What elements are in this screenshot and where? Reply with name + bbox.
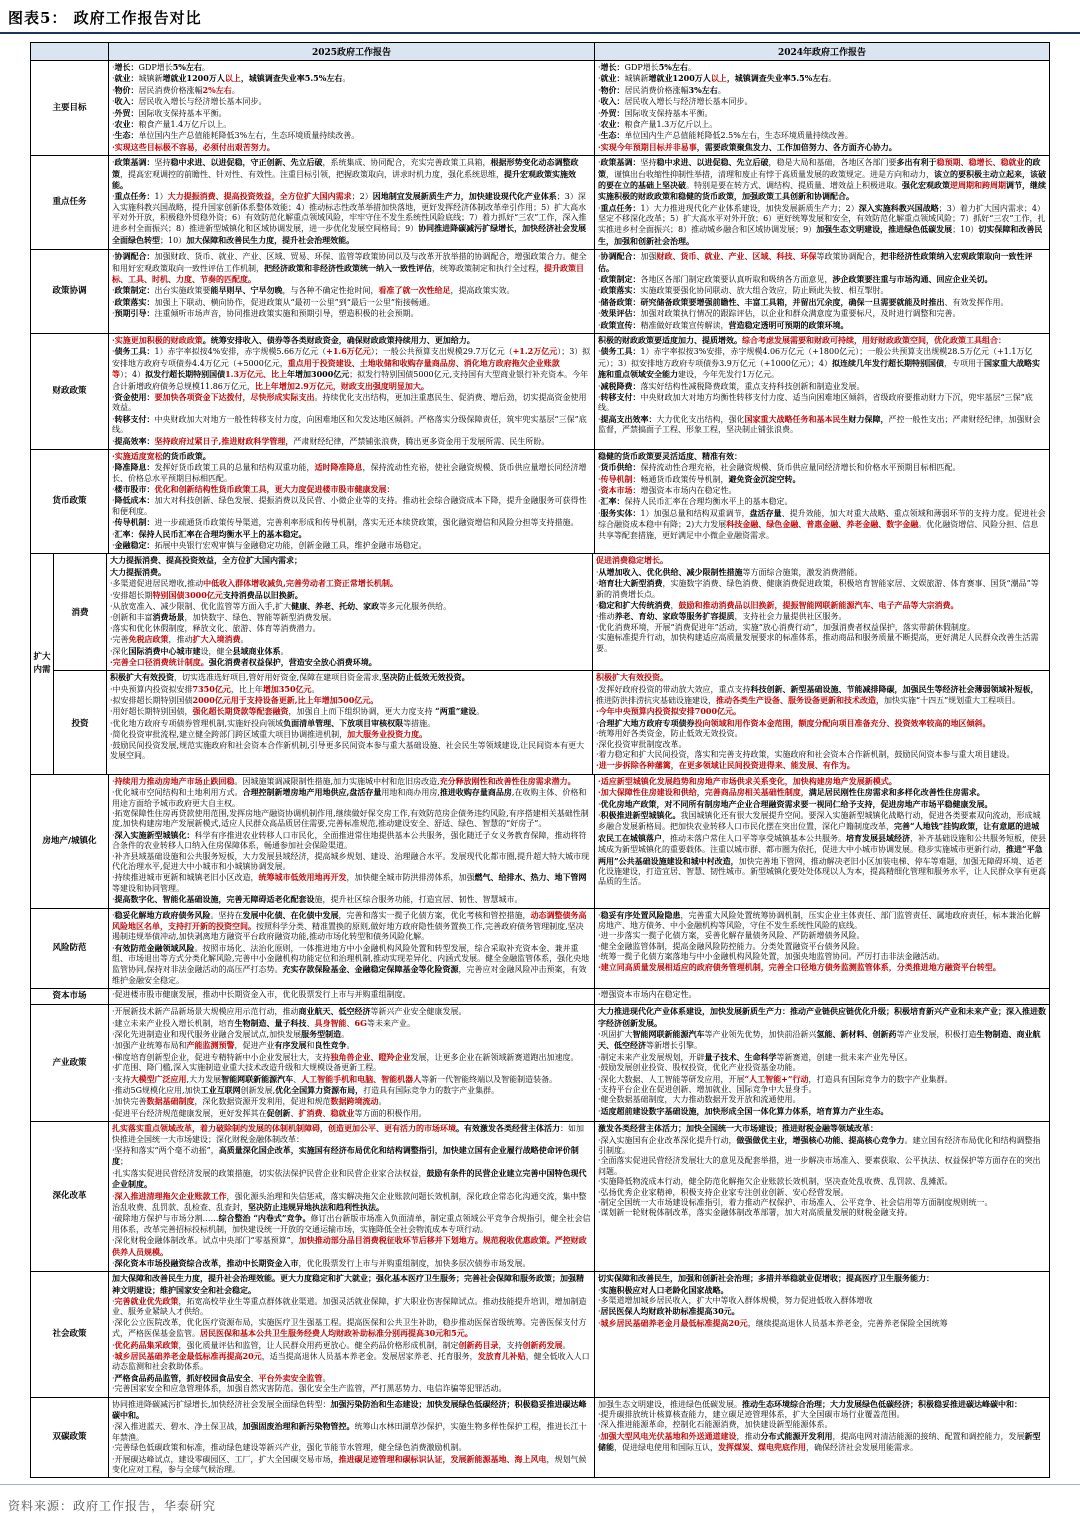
cells-main-goals xyxy=(109,61,1049,155)
text-line: ·传导机制：进一步疏通货币政策传导渠道，完善利率形成和传导机制，落实无还本续贷政策，强化融资增信和风险分担等支持措施。 xyxy=(112,517,579,528)
text-line: 加强生态文明建设，推进绿色低碳发展。推动生态环境综合治理；大力发展绿色低碳经济；积极稳妥推进碳达峰碳中和： xyxy=(598,1398,1022,1409)
text-line: ·完善全口径消费统计制度。强化消费者权益保护，营造安全放心消费环境。 xyxy=(110,656,377,667)
text-line: ·扩范围、降门槛,深入实施制造业重大技术改造升级和大规模设备更新工程。 xyxy=(112,1063,382,1073)
text-line: ·弘扬优秀企业家精神，积极支持企业家专注创业创新、安心经营发展。 xyxy=(598,1187,849,1197)
section-label-policy-coordination: 政策协调 xyxy=(31,250,109,333)
text-line: ·严格食品药品监管，抓好校园食品安全、平台外卖安全监管。 xyxy=(112,1372,331,1383)
text-line: 积极扩大有效投资。 xyxy=(596,672,668,683)
cells-industrial-policy xyxy=(109,1005,1049,1121)
text-line: ·用好超长期特别国债，强化超长期贷款等配套融资，加强自上而下组织协调，更大力度支持 “两重”建设。 xyxy=(110,706,485,717)
text-line: ·政策基调：坚持稳中求进、以进促稳，守正创新、先立后破，系统集成、协同配合，充实完善政策工具箱，根据形势变化动态调整政策，提高宏观调控的前瞻性、针对性、有效性。注重目标引领，把握政策取向，讲求时机力度，强化系统思维，提升宏观政策实施效能。 xyxy=(112,157,579,190)
text-line: ·完善国家安全和应急管理体系，加强自然灾害防范。强化安全生产监管，严打黑恶势力、电信诈骗等犯罪活动。 xyxy=(112,1384,507,1394)
text-line: ·补齐县域基础设施和公共服务短板，大力发展县域经济，提高城乡规划、建设、治理融合水平。发展现代化都市圈,提升超大特大城市现代化治理水平,促进大中小城市和小城镇协调发展。 xyxy=(112,851,590,871)
table-body xyxy=(31,61,1049,1477)
text-line: ·增长：GDP增长5%左右。 xyxy=(112,62,210,72)
text-line: ·协调配合：加强财政、货币、就业、产业、区域、科技、环保等政策协调配合，把非经济性政策纳入宏观政策取向一致性评估。 xyxy=(598,251,1033,273)
text-line: ·提高数字化、智能化基础设施，完善无障碍适老化配套设施，提升社区综合服务功能，打造宜居、韧性、智慧城市。 xyxy=(112,894,523,905)
text-line: ·建立同高质量发展相适应的政府债务管理机制，完善全口径地方债务监测监管体系，分类推进地方融资平台转型。 xyxy=(598,962,1001,973)
cell-2024-social-policy xyxy=(595,1272,1049,1396)
text-line: ·物价：居民消费价格涨幅2%左右。 xyxy=(112,84,240,95)
text-line: ·深入推进蓝天、碧水、净土保卫战，加强固废治理和新污染物管控。统筹山水林田湖草沙保护，实施生物多样性保护工程，推进长江十年禁渔。 xyxy=(112,1421,587,1442)
section-row-social-policy xyxy=(31,1272,1049,1397)
section-label-industrial-policy: 产业政策 xyxy=(31,1005,109,1121)
text-line: 促进消费稳定增长。 xyxy=(596,555,668,566)
text-line: ·传导机制：畅通货币政策传导机制，避免资金沉淀空转。 xyxy=(598,473,801,484)
text-line: ·实施积极应对人口老龄化国家战略。 xyxy=(598,1284,729,1295)
text-line: ·政策制定：出台实施政策要能早则早、宁早勿晚，与各种不确定性抢时间，看准了就一次性给足，提高政策实效。 xyxy=(112,285,515,296)
text-line: ·开展碳达峰试点，建设零碳园区、工厂，扩大全国碳交易市场，推进碳足迹管理和碳标识认证，发展新能源基地、海上风电，规划气候变化应对工程，参与全球气候治理。 xyxy=(112,1453,587,1474)
text-line: ·加快完善数据基础制度，深化数据资源开发利用，促进和规范数据跨境流动。 xyxy=(112,1096,387,1107)
text-line: ·进一步拆除各种藩篱，在更多领域让民间投资进得来、能发展、有作为。 xyxy=(596,760,855,771)
column-header-2024: 2024年政府工作报告 xyxy=(777,48,867,58)
text-line: ·实现这些目标极不容易，必须付出艰苦努力。 xyxy=(112,141,275,152)
cell-2024-investment xyxy=(593,671,1049,774)
text-line: ·稳妥化解地方政府债务风险。坚持在发展中化债、在化债中发展，完善和落实一揽子化债方案，优化考核和管控措施，动态调整债务高风险地区名单，支持打开新的投资空间。按照科学分类、精准置换的原则,做好地方政府隐性债务置换工作,完善政府债务管理制度,坚决遏制违规举债冲动,加快剥离地方融资平台政府融资功能,推动市场化转型和债务风险化解。 xyxy=(112,909,587,942)
text-line: 积极扩大有效投资，切实选准选好项目,管好用好资金,保障在建项目资金需求,坚决防止低效无效投资。 xyxy=(110,672,470,683)
source-note: 资料来源：政府工作报告，华泰研究 xyxy=(8,1499,217,1514)
cells-dual-carbon xyxy=(109,1398,1049,1478)
cell-2024-capital-market xyxy=(595,989,1049,1004)
text-line: ·从增加收入、优化供给、减少限制性措施等方面综合施策，激发消费潜能。 xyxy=(596,566,863,577)
cell-2024-industrial-policy xyxy=(595,1005,1049,1121)
text-line: ·加强大型风电光伏基地和外送通道建设，推动分布式能源开发利用，提高电网对清洁能源的接纳、配置和调控能力，发展新型储能，促进绿电使用和国际互认，发挥煤炭、煤电兜底作用，确保经济社会发展用能需求。 xyxy=(598,1430,1041,1453)
text-line: ·农业：粮食产量1.4万亿斤以上。 xyxy=(112,118,232,129)
text-line: ·债务工具：1）赤字率拟按3%安排，赤字规模4.06万亿元（+1800亿元）；一般公共预算支出规模28.5万亿元（+1.1万亿元）；3）拟安排地方政府专项债券3.9万亿元（+1000亿元）；4）拟连续几年发行超长期特别国债，专项用于国家重大战略实施和重点领域安全能力建设，今年先发行1万亿元。 xyxy=(598,346,1040,380)
cell-2024-policy-coordination xyxy=(595,250,1049,333)
cell-2024-dual-carbon xyxy=(595,1398,1049,1478)
subsection-row-consumption xyxy=(54,554,1049,671)
text-line: ·政策落实：实施政策要强化协同联动、放大组合效应，防止顾此失彼、相互掣肘。 xyxy=(598,285,889,296)
text-line: ·债务工具：1）赤字率拟按4%安排，赤字规模5.66万亿元（+1.6万亿元）；一般公共预算支出规模29.7万亿元（+1.2万亿元）；3）拟安排地方政府专项债券4.4万亿元（+5000亿元，重点用于投资建设、土地收储和收购存量商品房、消化地方政府拖欠企业账款等）；4）拟发行超长期特别国债1.3万亿元、比上年增加3000亿元；拟发行特别国债5000亿元,支持国有大型商业银行补充资本。今年合计新增政府债务总规模11.86万亿元，比上年增加2.9万亿元，财政支出强度明显加大。 xyxy=(112,346,591,391)
text-line: ·收入：居民收入增长与经济增长基本同步。 xyxy=(598,96,753,107)
text-line: 激发各类经营主体活力；加快全国统一大市场建设；推进财税金融等领域改革： xyxy=(598,1123,878,1134)
text-line: ·提升碳排放统计核算核查能力，建立碳足迹管理体系，扩大全国碳市场行业覆盖范围。 xyxy=(598,1409,905,1419)
text-line: ·积极推进新型城镇化。我国城镇化还有很大发展提升空间。要深入实施新型城镇化战略行动，促进各类要素双向流动，形成城乡融合发展新格局。把加快农业转移人口市民化摆在突出位置，深化户籍制度改革，完善“人地钱”挂钩政策，让有意愿的进城农民工在城镇落户，推动未落户常住人口平等享受城镇基本公共服务。培育发展县域经济，补齐基础设施和公共服务短板，使县域成为新型城镇化的重要载体。注重以城市群、都市圈为依托，促进大中小城市协调发展。稳步实施城市更新行动，推进“平急两用”公共基础设施建设和城中村改造，加快完善地下管网，推动解决老旧小区加装电梯、停车等难题，加强无障碍环境、适老化设施建设，打造宜居、智慧、韧性城市。新型城镇化要处处体现以人为本，提高精细化管理和服务水平，让人民群众享有更高品质的生活。 xyxy=(598,810,1046,887)
section-label-capital-market: 资本市场 xyxy=(31,989,109,1004)
text-line: ·开展新技术新产品新场景大规模应用示范行动，推动商业航天、低空经济等新兴产业安全健康发展。 xyxy=(112,1006,467,1017)
text-line: ·提高效率：坚持政府过紧日子,推进财政科学管理，严肃财经纪律，严禁铺张浪费，腾出更多资金用于发展所需、民生所盼。 xyxy=(112,435,550,446)
cell-2024-consumption xyxy=(593,554,1049,670)
cell-2024-main-goals xyxy=(595,61,1049,155)
text-line: ·增强资本市场内在稳定性。 xyxy=(598,990,697,1000)
text-line: 积极的财政政策要适度加力、提质增效。综合考虑发展需要和财政可持续，用好财政政策空间，优化政策工具组合： xyxy=(598,334,1006,345)
text-line: ·拟安排超长期特别国债2000亿元用于支持设备更新,比上年增加500亿元。 xyxy=(110,695,379,706)
text-line: ·储备政策：研究储备政策要增强前瞻性、丰富工具箱，并留出冗余度，确保一旦需要就能及时推出、有效发挥作用。 xyxy=(598,296,1009,307)
text-line: ·坚持和落实“两个毫不动摇”，高质量深化国企改革，实施国有经济布局优化和结构调整指引，加快建立国有企业履行战略使命评价制度； xyxy=(112,1144,579,1167)
text-line: ·汇率：保持人民币汇率在合理均衡水平上的基本稳定。 xyxy=(112,528,307,539)
cell-2025-risk-prevention xyxy=(109,909,595,989)
text-line: ·支持大模型广泛应用,大力发展智能网联新能源汽车、人工智能手机和电脑、智能机器人等新一代智能终端以及智能制造装备。 xyxy=(112,1073,558,1084)
text-line: ·预期引导：注重倾听市场声音，协同推进政策实施和预期引导，塑造积极的社会预期。 xyxy=(112,308,419,319)
subsection-row-investment xyxy=(54,671,1049,774)
text-line: ·效果评估：加强对政策执行情况的跟踪评估，以企业和群众满意度为重要标尺，及时进行调整和完善。 xyxy=(598,308,961,319)
cells-capital-market xyxy=(109,989,1049,1004)
text-line: ·统筹一揽子化债方案落地与中小金融机构风险处置，加强央地监管协同。严厉打击非法金融活动。 xyxy=(598,952,945,962)
cell-2024-risk-prevention xyxy=(595,909,1049,989)
text-line: ·农业：粮食产量1.3万亿斤以上。 xyxy=(598,118,718,129)
text-line: ·政策宣传：精准做好政策宣传解读，营造稳定透明可预期的政策环境。 xyxy=(598,319,849,330)
text-line: 大力提振消费、提高投资效益，全方位扩大国内需求； xyxy=(110,555,302,566)
section-row-real-estate-urbanization xyxy=(31,775,1049,909)
section-row-key-tasks xyxy=(31,156,1049,250)
cell-2025-industrial-policy xyxy=(109,1005,595,1121)
cell-2025-dual-carbon xyxy=(109,1398,595,1478)
text-line: ·巩固扩大智能网联新能源汽车等产业领先优势，加快前沿新兴氢能、新材料、创新药等产业发展，积极打造生物制造、商业航天、低空经济等新增长引擎。 xyxy=(598,1029,1041,1051)
text-line: 加大保障和改善民生力度，提升社会治理效能。更大力度稳定和扩大就业；强化基本医疗卫生服务；完善社会保障和服务政策；加强精神文明建设；维护国家安全和社会稳定。 xyxy=(112,1273,584,1295)
section-label-deepen-reform: 深化改革 xyxy=(31,1122,109,1271)
text-line: ·深化投资审批制度改革。 xyxy=(596,739,687,749)
section-label-fiscal-policy: 财政政策 xyxy=(31,334,109,449)
text-line: ·实施降低物流成本行动，健全防范化解拖欠企业账款长效机制，坚决查处乱收费、乱罚款、乱摊派。 xyxy=(598,1177,953,1187)
text-line: ·楼市股市：优化和创新结构性货币政策工具，更大力度促进楼市股市健康发展： xyxy=(112,484,395,495)
chart-title: 图表5： 政府工作报告对比 xyxy=(8,9,202,27)
text-line: ·物价：居民消费价格涨幅3%左右。 xyxy=(598,84,726,95)
text-line: ·深化先进制造业和现代服务业融合发展试点,加快发展服务型制造。 xyxy=(112,1029,350,1040)
cells-real-estate-urbanization xyxy=(109,775,1049,908)
text-line: ·持续推进城市更新和城镇老旧小区改造，统筹城市低效用地再开发，加快健全城市防洪排涝体系，加强燃气、给排水、热力、地下管网等建设和协同管理。 xyxy=(112,872,587,893)
text-line: ·优化地方政府专项债券管理机制,实施好投向领域负面清单管理、下放项目审核权限等措施。 xyxy=(110,717,436,728)
section-row-dual-carbon xyxy=(31,1398,1049,1478)
cell-2025-fiscal-policy xyxy=(109,334,595,449)
text-line: ·深化财税金融体制改革。试点中央部门“零基预算”，加快推动部分品目消费税征收环节后移并下划地方。规范税收优惠政策。严控财政供养人员规模。 xyxy=(112,1235,587,1257)
cell-2024-deepen-reform xyxy=(595,1122,1049,1271)
cell-2025-monetary-policy xyxy=(109,450,595,554)
section-row-expand-domestic-demand xyxy=(31,554,1049,774)
text-line: ·从放宽准入、减少限制、优化监管等方面入手,扩大健康、养老、托幼、家政等多元化服务供给。 xyxy=(110,600,452,611)
text-line: ·优化药品集采政策，强化质量评估和监管，让人民群众用药更放心。健全药品价格形成机制，制定创新药目录，支持创新药发展。 xyxy=(112,1339,571,1350)
title-divider xyxy=(0,32,1080,34)
text-line: ·中央预算内投资拟安排7350亿元，比上年增加350亿元。 xyxy=(110,683,320,694)
text-line: ·收入：居民收入增长与经济增长基本同步。 xyxy=(112,96,267,107)
text-line: ·就业：城镇新增就业1200万人以上，城镇调查失业率5.5%左右。 xyxy=(112,73,351,84)
text-line: ·深化公立医院改革，优化医疗资源布局，实施医疗卫生强基工程。提高医保和公共卫生补助，稳步推动医保省级统筹。完善医保支付方式，严格医保基金监管。居民医保和基本公共卫生服务经费人均财政补助标准分别再提高30元和5元。 xyxy=(112,1317,587,1339)
text-line: ·提高支出效率：大力优化支出结构，强化国家重大战略任务和基本民生财力保障，严控一般性支出；严肃财经纪律，加强财会监督，严禁搞面子工程、形象工程，坚决制止铺张浪费。 xyxy=(598,413,1041,435)
text-line: ·实施更加积极的财政政策。统筹安排收入、债券等各类财政资金，确保财政政策持续用力、更加给力。 xyxy=(112,334,475,345)
cell-2025-investment xyxy=(107,671,593,774)
cell-2025-key-tasks xyxy=(109,156,595,249)
text-line: ·深入实施新型城镇化：科学有序推进农业转移人口市民化，全面推进常住地提供基本公共服务，强化随迁子女义务教育保障，推动将符合条件的农业转移人口纳入住房保障体系，畅通参加社会保险渠道。 xyxy=(112,829,587,851)
text-line: ·协调配合：加强财政、货币、就业、产业、区域、贸易、环保、监管等政策协同以及与改革开放举措的协调配合，增强政策合力。健全和用好宏观政策取向一致性评估工作机制，把经济政策和非经济性政策统一纳入一致性评估，统筹政策制定和执行全过程，提升政策目标、工具、时机、力度、节奏的匹配度。 xyxy=(112,251,587,285)
cell-2025-policy-coordination xyxy=(109,250,595,333)
text-line: ·健全金融监管体制，提高金融风险防控能力。分类处置融资平台债务风险。 xyxy=(598,941,865,951)
text-line: ·加大保障性住房建设和供给，完善商品房相关基础性制度，满足居民刚性住房需求和多样化改善性住房需求。 xyxy=(598,787,985,798)
text-line: ·深入推进清理拖欠企业账款工作，强化源头治理和失信惩戒，落实解决拖欠企业账款问题长效机制，深化政企常态化沟通交流，集中整治乱收费、乱罚款、乱检查、乱查封，坚决防止违规异地执法和趋利性执法。 xyxy=(112,1190,587,1212)
text-line: ·谋划新一轮财税体制改革，落实金融体制改革部署，加大对高质量发展的财税金融支持。 xyxy=(598,1208,913,1218)
text-line: ·培育壮大新型消费，实施数字消费、绿色消费、健康消费促进政策，积极培育智能家居、文娱旅游、体育赛事、国货“潮品”等新的消费增长点。 xyxy=(596,578,1039,599)
text-line: ·有效防范金融领域风险。按照市场化、法治化原则，一体推进地方中小金融机构风险处置和转型发展，综合采取补充资本金、兼并重组、市场退出等方式分类化解风险,完善中小金融机构功能定位和治理机制,推动实现差异化、内涵式发展。健全金融监管体系，强化央地监管协同,保持对非法金融活动的高压严打态势。充实存款保险基金、金融稳定保障基金等化险资源，完善应对金融风险冲击预案，有效维护金融安全稳定。 xyxy=(112,942,590,985)
text-line: ·优化房地产政策，对不同所有制房地产企业合理融资需求要一视同仁给予支持，促进房地产市场平稳健康发展。 xyxy=(598,798,993,809)
text-line: ·政策基调：坚持稳中求进、以进促稳、先立后破，稳是大局和基础，各地区各部门要多出有利于稳预期、稳增长、稳就业的政策，谨慎出台收缩性抑制性举措，清理和废止有悖于高质量发展的政策规定。进是方向和动力，该立的要积极主动立起来，该破的要在立的基础上坚决破。特别是要在转方式、调结构、提质量、增效益上积极进取。强化宏观政策逆周期和跨周期调节，继续实施积极的财政政策和稳健的货币政策，加强政策工具创新和协调配合。 xyxy=(598,157,1046,202)
text-line: ·支持平台企业在促进创新、增加就业、国际竞争中大显身手。 xyxy=(598,1085,817,1095)
text-line: ·统筹用好各类资金，防止低效无效投资。 xyxy=(596,729,743,739)
section-row-risk-prevention xyxy=(31,909,1049,990)
text-line: ·资本市场：增强资本市场内在稳定性。 xyxy=(598,485,737,496)
text-line: ·深入实施国有企业改革深化提升行动，做强做优主业，增强核心功能、提高核心竞争力。建立国有经济布局优化和结构调整指引制度。 xyxy=(598,1134,1041,1155)
cells-key-tasks xyxy=(109,156,1049,249)
text-line: ·推动5G规模化应用,加快工业互联网创新发展,优化全国算力资源布局，打造具有国际竞争力的数字产业集群。 xyxy=(112,1085,500,1096)
section-label-key-tasks: 重点任务 xyxy=(31,156,109,249)
subsection-label-investment: 投资 xyxy=(54,671,107,774)
cells-policy-coordination xyxy=(109,250,1049,333)
cell-2025-social-policy xyxy=(109,1272,595,1396)
comparison-table xyxy=(30,42,1050,1478)
text-line: 切实保障和改善民生，加强和创新社会治理；多措并举稳就业促增收；提高医疗卫生服务能力： xyxy=(598,1273,934,1284)
text-line: ·稳定和扩大传统消费，鼓励和推动消费品以旧换新，提振智能网联新能源汽车、电子产品等大宗消费。 xyxy=(596,599,959,610)
text-line: ·合理扩大地方政府专项债券投向领域和用作资本金范围，额度分配向项目准备充分、投资效率较高的地区倾斜。 xyxy=(596,717,991,728)
text-line: ·生态：单位国内生产总值能耗降低2.5%左右，生态环境质量持续改善。 xyxy=(598,130,853,141)
text-line: ·鼓励发展创业投资、股权投资，优化产业投资基金功能。 xyxy=(598,1063,801,1073)
text-line: ·全面落实促进民营经济发展壮大的意见及配套举措，进一步解决市场准入、要素获取、公平执法、权益保护等方面存在的突出问题。 xyxy=(598,1156,1041,1176)
text-line: ·完善就业优先政策，拓宽高校毕业生等重点群体就业渠道。加强灵活就业保障，扩大职业伤害保障试点。推动技能提升培训，增加制造业、服务业紧缺人才供给。 xyxy=(112,1296,587,1317)
cells-fiscal-policy xyxy=(109,334,1049,449)
section-row-capital-market xyxy=(31,989,1049,1005)
text-line: ·政策制定：各地区各部门制定政策要认真听取和吸纳各方面意见，涉企政策要注重与市场沟通、回应企业关切。 xyxy=(598,274,993,285)
text-line: ·创新和丰富消费场景，加快数字、绿色、智能等新型消费发展。 xyxy=(110,612,337,623)
text-line: ·健全数据基础制度，大力推动数据开发开放和流通使用。 xyxy=(598,1095,801,1105)
text-line: ·服务实体：1）加强总量和结构双重调节，盘活存量、提升效能，加大对重大战略、重点领域和薄弱环节的支持力度。促进社会综合融资成本稳中有降；2)大力发展科技金融、绿色金融、普惠金融、养老金融、数字金融。优化融资增信、风险分担、信息共享等配套措施，更好满足中小微企业融资需求。 xyxy=(598,507,1046,540)
text-line: ·优化城市空间结构和土地利用方式。合理控制新增房地产用地供应,盘活存量用地和商办用房,推进收购存量商品房,在收购主体、价格和用途方面给予城市政府更大自主权。 xyxy=(112,787,587,808)
column-header-2025: 2025政府工作报告 xyxy=(109,43,595,60)
cell-2024-monetary-policy xyxy=(595,450,1049,554)
text-line: ·着力稳定和扩大民间投资，落实和完善支持政策，实施政府和社会资本合作新机制，鼓励民间资本参与重大项目建设。 xyxy=(596,750,1015,760)
cell-2025-main-goals xyxy=(109,61,595,155)
section-row-deepen-reform xyxy=(31,1122,1049,1272)
text-line: ·居民医保人均财政补助标准提高30元。 xyxy=(598,1306,740,1317)
text-line: 扎实落实重点领域改革，着力破除制约发展的体制机制障碍，创造更加公平、更有活力的市场环境。有效激发各类经营主体活力：如加快推进全国统一大市场建设；深化财税金融体制改革： xyxy=(112,1123,584,1144)
section-row-policy-coordination xyxy=(31,250,1049,334)
text-line: ·政策落实：加强上下联动、横向协作，促进政策从“最初一公里”到“最后一公里”衔接畅通。 xyxy=(112,296,435,307)
text-line: ·重点任务：1）大力提振消费、提高投资效益，全方位扩大国内需求；2）因地制宜发展新质生产力，加快建设现代化产业体系；3）深入实施科教兴国战略，提升国家创新体系整体效能；4）推动标志性改革举措加快落地，更好发挥经济体制改革牵引作用；5）扩大高水平对外开放，积极稳外贸稳外资；6）有效防范化解重点领域风险，牢牢守住不发生系统性风险底线；7）着力抓好“三农”工作，深入推进乡村全面振兴；8）推进新型城镇化和区域协调发展，进一步优化发展空间格局；9）协同推进降碳减污扩绿增长，加快经济社会发展全面绿色转型；10）加大保障和改善民生力度，提升社会治理效能。 xyxy=(112,191,587,245)
text-line: ·降低成本：加大对科技创新、绿色发展、提振消费以及民营、小微企业等的支持。推动社会综合融资成本下降，提升金融服务可获得性和便利度。 xyxy=(112,495,587,516)
text-line: 协同推进降碳减污扩绿增长,加快经济社会发展全面绿色转型：加强污染防治和生态建设；加快发展绿色低碳经济；积极稳妥推进碳达峰碳中和。 xyxy=(112,1398,587,1420)
text-line: ·深入推进能源革命，控制化石能源消费，加快建设新型能源体系。 xyxy=(598,1420,833,1430)
text-line: ·实现今年预期目标并非易事，需要政策聚焦发力、工作加倍努力、各方面齐心协力。 xyxy=(598,141,897,152)
cell-2025-deepen-reform xyxy=(109,1122,595,1271)
text-line: ·重点任务：1）大力推进现代化产业体系建设，加快发展新质生产力；2）深入实施科教兴国战略；3）着力扩大国内需求；4）坚定不移深化改革；5）扩大高水平对外开放；6）更好统筹发展和安全，有效防范化解重点领域风险；7）抓好“三农”工作，扎实推进乡村全面振兴；8）推动城乡融合和区域协调发展；9）加强生态文明建设，推进绿色低碳发展；10）切实保障和改善民生，加强和创新社会治理。 xyxy=(598,202,1046,246)
text-line: 大力推进现代化产业体系建设，加快发展新质生产力：推动产业链供应链优化升级；积极培育新兴产业和未来产业；深入推进数字经济创新发展。 xyxy=(598,1006,1046,1028)
text-line: ·多渠道促进居民增收,推动中低收入群体增收减负,完善劳动者工资正常增长机制。 xyxy=(110,578,398,589)
subsections-expand-domestic-demand xyxy=(54,554,1049,773)
text-line: ·金融稳定：拓展中央银行宏观审慎与金融稳定功能，创新金融工具，维护金融市场稳定。 xyxy=(112,540,427,551)
text-line: ·适应新型城镇化发展趋势和房地产市场供求关系变化，加快构建房地产发展新模式。 xyxy=(598,775,897,786)
cell-2024-real-estate-urbanization xyxy=(595,775,1049,908)
text-line: ·深化资本市场投融资综合改革，推动中长期资金入市，优化股票发行上市与并购重组制度，加快多层次债券市场发展。 xyxy=(112,1257,531,1268)
cells-investment xyxy=(107,671,1049,774)
cell-2024-key-tasks xyxy=(595,156,1049,249)
text-line: ·推动养老、育幼、家政等服务扩容提质，支持社会力量提供社区服务。 xyxy=(596,611,847,622)
text-line: ·今年中央预算内投资拟安排7000亿元。 xyxy=(596,706,742,717)
text-line: ·建立未来产业投入增长机制，培育生物制造、量子科技、具身智能、6G等未来产业。 xyxy=(112,1017,415,1028)
text-line: ·转移支付：中央财政加大对地方均衡性转移支付力度、适当向困难地区倾斜，省级政府要推动财力下沉，兜牢基层“三保”底线。 xyxy=(598,391,1033,413)
section-label-main-goals: 主要目标 xyxy=(31,61,109,155)
cell-2025-capital-market xyxy=(109,989,595,1004)
text-line: ·安排超长期特别国债3000亿元支持消费品以旧换新。 xyxy=(110,589,303,600)
cells-social-policy xyxy=(109,1272,1049,1396)
text-line: ·进一步落实一揽子化债方案，妥善化解存量债务风险、严防新增债务风险。 xyxy=(598,931,865,941)
section-row-main-goals xyxy=(31,61,1049,156)
text-line: ·多渠道增加城乡居民收入，扩大中等收入群体规模，努力促进低收入群体增收 xyxy=(598,1296,873,1306)
text-line: ·深化国际消费中心城市建设，健全县域商业体系。 xyxy=(110,645,289,656)
text-line: 大力提振消费。 xyxy=(110,566,166,577)
text-line: ·发挥好政府投资的带动放大效应，重点支持科技创新、新型基础设施、节能减排降碳，加强民生等经济社会薄弱领域补短板，推进防洪排涝抗灾基础设施建设，推动各类生产设备、服务设备更新和技术改造，加快实施“十四五”规划重大工程项目。 xyxy=(596,683,1039,706)
footer xyxy=(0,1484,1080,1514)
header-label-spacer xyxy=(31,43,109,60)
text-line: ·深化大数据、人工智能等研发应用，开展“人工智能+”行动，打造具有国际竞争力的数字产业集群。 xyxy=(598,1073,953,1084)
text-line: ·实施标准提升行动，加快构建适应高质量发展要求的标准体系，推动商品和服务质量不断提高，更好满足人民群众改善生活需要。 xyxy=(596,633,1039,653)
text-line: ·城乡居民基础养老金月最低标准提高20元，继续提高退休人员基本养老金，完善养老保险全国统筹 xyxy=(598,1317,948,1328)
text-line: ·梯度培育创新型企业，促进专精特新中小企业发展壮大，支持独角兽企业、瞪羚企业发展，让更多企业在新领域新赛道跑出加速度。 xyxy=(112,1051,579,1062)
cell-2024-fiscal-policy xyxy=(595,334,1049,449)
text-line: ·减税降费：落实好结构性减税降费政策，重点支持科技创新和制造业发展。 xyxy=(598,380,865,391)
section-label-expand-domestic-demand: 扩大内需 xyxy=(31,554,54,773)
text-line: ·持续用力推动房地产市场止跌回稳。因城施策调减限制性措施,加力实施城中村和危旧房改造,充分释放刚性和改善性住房需求潜力。 xyxy=(112,775,576,786)
text-line: ·鼓励民间投资发展,规范实施政府和社会资本合作新机制,引导更多民间资本参与重大基础设施、社会民生等领域建设,让民间资本有更大发展空间。 xyxy=(110,740,585,761)
text-line: ·落实和优化休假制度，释放文化、旅游、体育等消费潜力。 xyxy=(110,623,321,633)
cells-deepen-reform xyxy=(109,1122,1049,1271)
cell-2025-real-estate-urbanization xyxy=(109,775,595,908)
text-line: ·制定未来产业发展规划，开辟量子技术、生命科学等新赛道，创建一批未来产业先导区。 xyxy=(598,1051,913,1062)
text-line: 稳健的货币政策要灵活适度、精准有效： xyxy=(598,450,742,461)
text-line: ·稳妥有序处置风险隐患，完善重大风险处置统筹协调机制，压实企业主体责任、部门监管责任、属地政府责任，标本兼治化解房地产、地方债务、中小金融机构等风险，守住不发生系统性风险的底线。 xyxy=(598,909,1041,930)
text-line: ·促进平台经济规范健康发展，更好发挥其在促创新、扩消费、稳就业等方面的积极作用。 xyxy=(112,1107,427,1118)
section-row-industrial-policy xyxy=(31,1005,1049,1122)
text-line: ·简化投资审批流程,建立健全跨部门跨区域重大项目协调推进机制，加大服务业投资力度。 xyxy=(110,729,428,740)
section-row-fiscal-policy xyxy=(31,334,1049,450)
cells-risk-prevention xyxy=(109,909,1049,989)
section-label-real-estate-urbanization: 房地产/城镇化 xyxy=(31,775,109,908)
text-line: ·完善免税店政策，推动扩大入境消费。 xyxy=(110,634,249,645)
section-row-monetary-policy xyxy=(31,450,1049,555)
section-label-monetary-policy: 货币政策 xyxy=(31,450,109,554)
text-line: ·货币供给：保持流动性合理充裕，社会融资规模、货币供应量同经济增长和价格水平预期目标相匹配。 xyxy=(598,462,961,473)
text-line: ·转移支付：中央财政加大对地方一般性转移支付力度，向困难地区和欠发达地区倾斜。严格落实分级保障责任，筑牢兜实基层“三保”底线。 xyxy=(112,413,587,435)
text-line: ·破除地方保护与市场分割……综合整治 “内卷式”竞争。修订出台新版市场准入负面清单，制定重点领域公平竞争合规指引，健全社会信用体系，改革完善招标投标机制，加快建设统一开放的交通运输市场，实施降低全社会物流成本专项行动。 xyxy=(112,1213,591,1234)
section-label-social-policy: 社会政策 xyxy=(31,1272,109,1396)
subsection-label-consumption: 消费 xyxy=(54,554,107,670)
text-line: ·完善绿色低碳政策和标准，推动绿色建设等新兴产业，强化节能节水管理，健全绿色消费激励机制。 xyxy=(112,1443,467,1453)
text-line: ·扎实落实促进民营经济发展的政策措施，切实依法保护民营企业和民营企业家合法权益，鼓励有条件的民营企业建立完善中国特色现代企业制度。 xyxy=(112,1167,587,1190)
section-label-dual-carbon: 双碳政策 xyxy=(31,1398,109,1478)
text-line: ·生态：单位国内生产总值能耗降低3%左右，生态环境质量持续改善。 xyxy=(112,130,360,141)
text-line: ·降准降息：发挥好货币政策工具的总量和结构双重功能，适时降准降息，保持流动性充裕，使社会融资规模、货币供应量增长同经济增长、价格总水平预期目标相匹配。 xyxy=(112,462,587,483)
text-line: ·城乡居民基础养老金最低标准再提高20元，适当提高退休人员基本养老金。发展居家养老、托育服务，发放育儿补贴，健全低收入人口动态监测和社会救助体系。 xyxy=(112,1351,590,1372)
cells-monetary-policy xyxy=(109,450,1049,554)
text-line: ·制定全国统一大市场建设标准指引，着力推动产权保护、市场准入、公平竞争、社会信用等方面制度规则统一。 xyxy=(598,1197,993,1207)
text-line: ·就业：城镇新增就业1200万人以上，城镇调查失业率5.5%左右。 xyxy=(598,73,837,84)
text-line: ·优化消费环境，开展“消费促进年”活动，实施“放心消费行动”，加强消费者权益保护，落实带薪休假制度。 xyxy=(596,622,975,632)
text-line: ·实施适度宽松的货币政策。 xyxy=(112,450,211,461)
cell-2025-consumption xyxy=(107,554,593,670)
text-line: ·促进楼市股市健康发展，推动中长期资金入市，优化股票发行上市与并购重组制度。 xyxy=(112,990,411,1000)
text-line: ·加强产业统筹布局和产能监测预警，促进产业有序发展和良性竞争。 xyxy=(112,1040,355,1051)
text-line: ·资金使用：要加快各项资金下达拨付，尽快形成实际支出。持续优化支出结构，更加注重惠民生、促消费、增后劲，切实提高资金使用效益。 xyxy=(112,391,587,413)
text-line: ·外贸：国际收支保持基本平衡。 xyxy=(112,107,227,118)
text-line: ·外贸：国际收支保持基本平衡。 xyxy=(598,107,713,118)
section-label-risk-prevention: 风险防范 xyxy=(31,909,109,989)
text-line: ·拓宽保障性住房再贷款使用范围,发挥房地产融资协调机制作用,继续做好保交房工作,有效防范房企债务违约风险,有序搭建相关基础性制度,加快构建房地产发展新模式,适应人民群众高品质居住需要,完善标准规范,推动建设安全、舒适、绿色、智慧的“好房子”。 xyxy=(112,809,589,829)
text-line: ·适度超前建设数字基础设施，加快形成全国一体化算力体系，培育算力产业生态。 xyxy=(598,1105,889,1116)
text-line: ·汇率：保持人民币汇率在合理均衡水平上的基本稳定。 xyxy=(598,496,793,507)
cells-consumption xyxy=(107,554,1049,670)
text-line: ·增长：GDP增长5%左右。 xyxy=(598,62,696,72)
table-header-row xyxy=(31,43,1049,61)
